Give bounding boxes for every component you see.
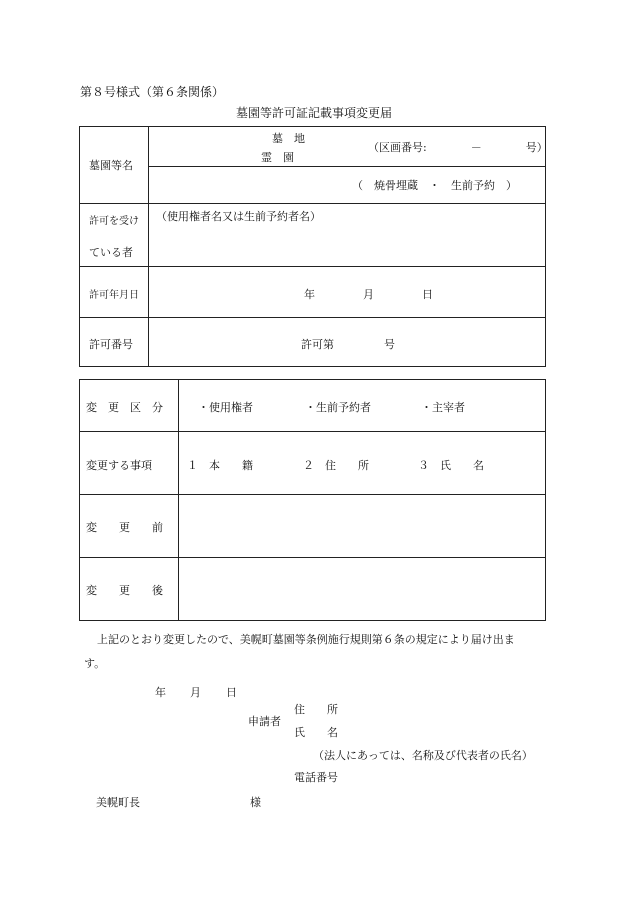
- category-option-reservation: ・生前予約者: [305, 401, 371, 414]
- category-option-host: ・主宰者: [421, 401, 465, 414]
- number-suffix: 号: [384, 338, 395, 351]
- section-number: （区画番号: － 号）: [368, 141, 548, 154]
- holder-label-line1: 許可を受け: [89, 216, 139, 227]
- item-option-honseki: １ 本 籍: [187, 459, 253, 472]
- sign-month: 月: [190, 686, 201, 699]
- corporate-note: （法人にあっては、名称及び代表者の氏名）: [313, 749, 533, 762]
- phone-label: 電話番号: [294, 771, 338, 784]
- holder-label-line2: ている者: [89, 246, 133, 259]
- form-number: 第８号様式（第６条関係）: [80, 85, 225, 99]
- number-prefix: 許可第: [301, 338, 334, 351]
- date-year: 年: [304, 288, 315, 301]
- form-title: 墓園等許可証記載事項変更届: [236, 106, 393, 120]
- reien-option: 霊 園: [261, 151, 294, 164]
- category-label: 変 更 区 分: [86, 401, 163, 414]
- before-label: 変 更 前: [86, 521, 163, 534]
- address-label: 住 所: [294, 703, 338, 716]
- sign-day: 日: [226, 686, 237, 699]
- body-text-line1: 上記のとおり変更したので、美幌町墓園等条例施行規則第６条の規定により届け出ま: [97, 633, 515, 646]
- addressee: 美幌町長: [96, 796, 140, 809]
- sign-year: 年: [155, 686, 166, 699]
- burial-type: （ 焼骨埋蔵 ・ 生前予約 ）: [352, 179, 517, 192]
- boen-label: 墓園等名: [89, 159, 133, 172]
- holder-note: （使用権者名又は生前予約者名）: [156, 210, 321, 223]
- number-label: 許可番号: [89, 338, 133, 351]
- date-day: 日: [422, 288, 433, 301]
- date-month: 月: [363, 288, 374, 301]
- after-label: 変 更 後: [86, 584, 163, 597]
- item-option-name: ３ 氏 名: [418, 459, 484, 472]
- body-text-line2: す。: [84, 657, 106, 670]
- applicant-label: 申請者: [248, 715, 281, 728]
- item-option-address: ２ 住 所: [303, 459, 369, 472]
- item-label: 変更する事項: [86, 459, 152, 472]
- category-option-user: ・使用権者: [198, 401, 253, 414]
- date-label: 許可年月日: [89, 290, 139, 301]
- name-label: 氏 名: [294, 726, 338, 739]
- honorific: 様: [250, 796, 261, 809]
- bochi-option: 墓 地: [272, 132, 305, 145]
